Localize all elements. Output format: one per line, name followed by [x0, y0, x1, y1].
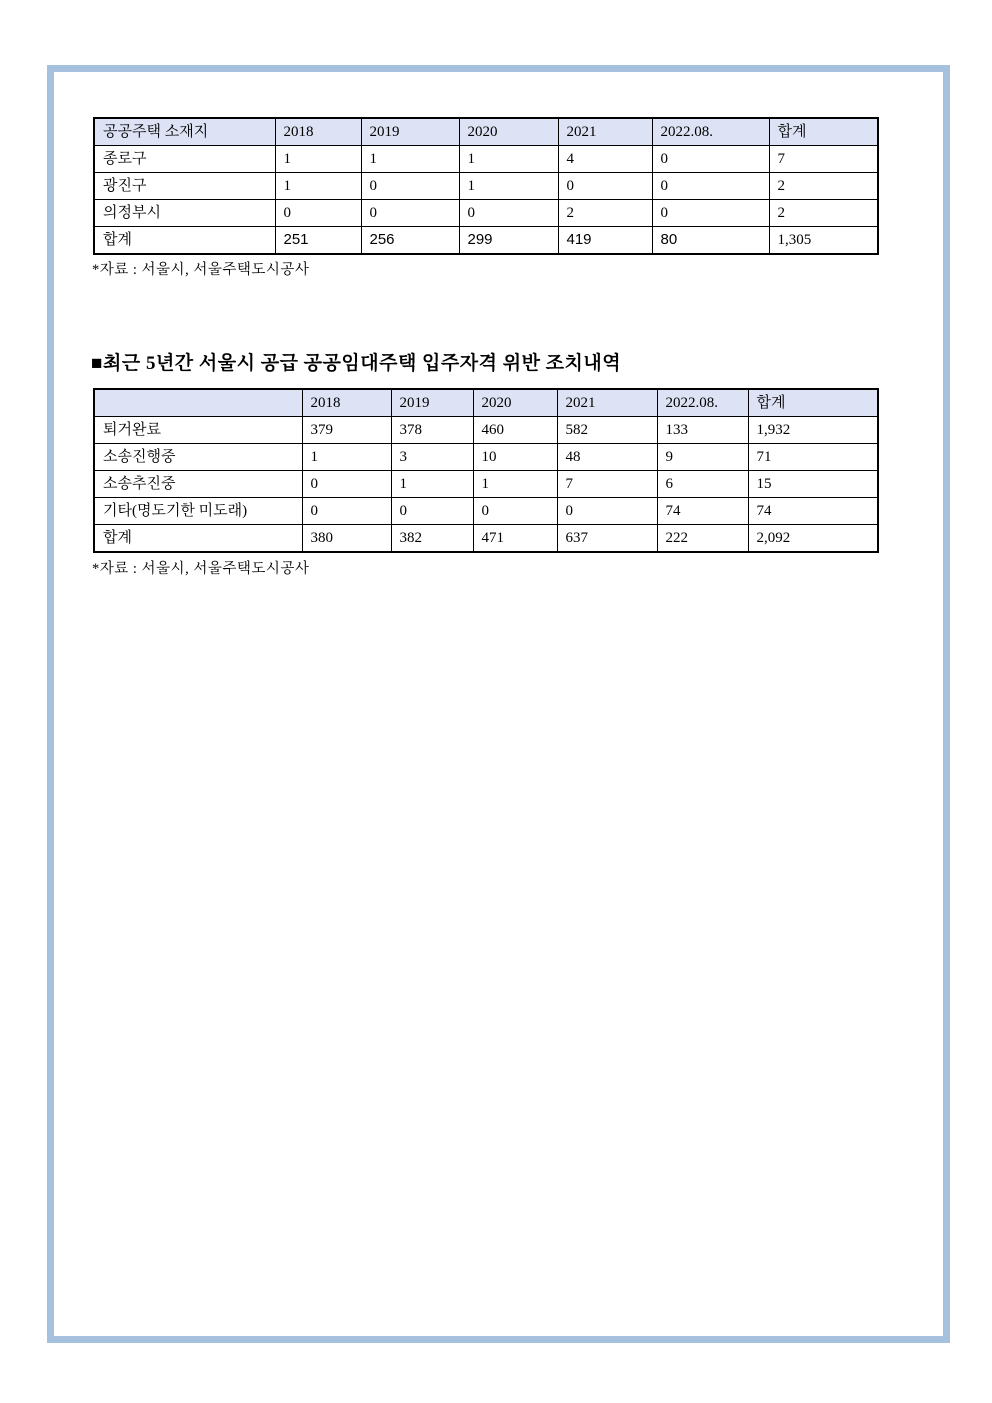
value-cell: 0 [361, 173, 459, 200]
table-row [94, 525, 878, 553]
table-row [94, 146, 878, 173]
value-cell: 251 [275, 227, 361, 255]
value-cell: 1 [361, 146, 459, 173]
column-header: 공공주택 소재지 [94, 118, 275, 146]
table1-source-note: *자료 : 서울시, 서울주택도시공사 [92, 262, 310, 278]
value-cell: 1,305 [769, 227, 878, 255]
row-label-cell: 소송추진중 [94, 471, 302, 498]
value-cell: 471 [473, 525, 557, 553]
value-cell: 380 [302, 525, 391, 553]
value-cell: 382 [391, 525, 473, 553]
column-header: 2020 [473, 389, 557, 417]
value-cell: 10 [473, 444, 557, 471]
row-label-cell: 퇴거완료 [94, 417, 302, 444]
value-cell: 3 [391, 444, 473, 471]
column-header: 2021 [557, 389, 657, 417]
row-label-cell: 의정부시 [94, 200, 275, 227]
value-cell: 299 [459, 227, 558, 255]
value-cell: 0 [652, 173, 769, 200]
value-cell: 2 [769, 173, 878, 200]
value-cell: 2 [769, 200, 878, 227]
value-cell: 0 [361, 200, 459, 227]
value-cell: 1 [459, 146, 558, 173]
table-row [94, 444, 878, 471]
table-row [94, 227, 878, 255]
row-label-cell: 종로구 [94, 146, 275, 173]
value-cell: 74 [748, 498, 878, 525]
column-header: 합계 [748, 389, 878, 417]
value-cell: 0 [473, 498, 557, 525]
violation-measures-table [93, 388, 879, 553]
table-row [94, 498, 878, 525]
value-cell: 378 [391, 417, 473, 444]
value-cell: 133 [657, 417, 748, 444]
table-row [94, 173, 878, 200]
row-label-cell: 광진구 [94, 173, 275, 200]
value-cell: 1 [275, 173, 361, 200]
value-cell: 71 [748, 444, 878, 471]
value-cell: 0 [558, 173, 652, 200]
row-label-cell: 기타(명도기한 미도래) [94, 498, 302, 525]
value-cell: 1,932 [748, 417, 878, 444]
value-cell: 0 [275, 200, 361, 227]
column-header: 2019 [361, 118, 459, 146]
table-row [94, 200, 878, 227]
column-header: 2018 [302, 389, 391, 417]
value-cell: 379 [302, 417, 391, 444]
value-cell: 0 [302, 498, 391, 525]
value-cell: 48 [557, 444, 657, 471]
value-cell: 1 [275, 146, 361, 173]
section-title [91, 348, 621, 375]
value-cell: 7 [557, 471, 657, 498]
row-label-cell: 합계 [94, 227, 275, 255]
value-cell: 74 [657, 498, 748, 525]
square-bullet-icon: ■ [91, 353, 103, 374]
public-housing-location-table [93, 117, 879, 255]
value-cell: 1 [391, 471, 473, 498]
header-row [94, 389, 878, 417]
table-row [94, 417, 878, 444]
value-cell: 0 [652, 146, 769, 173]
value-cell: 419 [558, 227, 652, 255]
value-cell: 1 [459, 173, 558, 200]
value-cell: 0 [391, 498, 473, 525]
value-cell: 460 [473, 417, 557, 444]
table2-source-note: *자료 : 서울시, 서울주택도시공사 [92, 561, 310, 577]
value-cell: 256 [361, 227, 459, 255]
value-cell: 0 [557, 498, 657, 525]
value-cell: 2,092 [748, 525, 878, 553]
table-row [94, 471, 878, 498]
value-cell: 1 [473, 471, 557, 498]
page-border-frame [47, 65, 950, 1343]
section-title-text: 최근 5년간 서울시 공급 공공임대주택 입주자격 위반 조치내역 [102, 353, 622, 374]
value-cell: 4 [558, 146, 652, 173]
column-header: 2018 [275, 118, 361, 146]
header-row [94, 118, 878, 146]
value-cell: 80 [652, 227, 769, 255]
value-cell: 0 [302, 471, 391, 498]
value-cell: 6 [657, 471, 748, 498]
value-cell: 9 [657, 444, 748, 471]
column-header [94, 389, 302, 417]
value-cell: 15 [748, 471, 878, 498]
value-cell: 222 [657, 525, 748, 553]
row-label-cell: 소송진행중 [94, 444, 302, 471]
column-header: 2022.08. [652, 118, 769, 146]
row-label-cell: 합계 [94, 525, 302, 553]
column-header: 합계 [769, 118, 878, 146]
value-cell: 637 [557, 525, 657, 553]
column-header: 2021 [558, 118, 652, 146]
value-cell: 0 [652, 200, 769, 227]
value-cell: 2 [558, 200, 652, 227]
column-header: 2019 [391, 389, 473, 417]
column-header: 2022.08. [657, 389, 748, 417]
value-cell: 7 [769, 146, 878, 173]
value-cell: 1 [302, 444, 391, 471]
value-cell: 582 [557, 417, 657, 444]
column-header: 2020 [459, 118, 558, 146]
value-cell: 0 [459, 200, 558, 227]
